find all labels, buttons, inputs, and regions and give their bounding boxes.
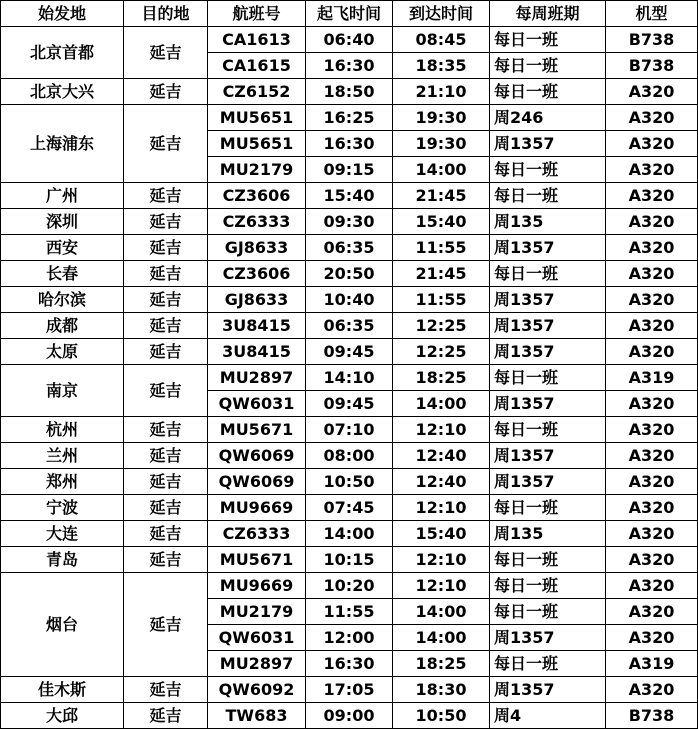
aircraft-type-cell: A320 — [606, 339, 698, 365]
destination-cell: 延吉 — [124, 521, 208, 547]
arrival-time-cell: 18:30 — [393, 677, 490, 703]
header-weekly-schedule: 每周班期 — [490, 1, 606, 27]
departure-time-cell: 06:40 — [306, 27, 393, 53]
header-departure-time: 起飞时间 — [306, 1, 393, 27]
arrival-time-cell: 19:30 — [393, 105, 490, 131]
aircraft-type-cell: A320 — [606, 469, 698, 495]
table-row — [1, 209, 698, 235]
arrival-time-cell: 12:10 — [393, 573, 490, 599]
table-row — [1, 573, 698, 599]
table-row — [1, 443, 698, 469]
weekly-schedule-cell: 周135 — [490, 209, 606, 235]
arrival-time-cell: 15:40 — [393, 209, 490, 235]
departure-time-cell: 11:55 — [306, 599, 393, 625]
table-row — [1, 469, 698, 495]
table-row — [1, 495, 698, 521]
flight-number-cell: CA1615 — [208, 53, 306, 79]
aircraft-type-cell: A319 — [606, 365, 698, 391]
weekly-schedule-cell: 周1357 — [490, 391, 606, 417]
table-row — [1, 235, 698, 261]
weekly-schedule-cell: 周1357 — [490, 443, 606, 469]
table-row — [1, 677, 698, 703]
arrival-time-cell: 14:00 — [393, 625, 490, 651]
flight-number-cell: MU5671 — [208, 417, 306, 443]
table-row — [1, 287, 698, 313]
departure-time-cell: 12:00 — [306, 625, 393, 651]
departure-time-cell: 09:45 — [306, 339, 393, 365]
header-row — [1, 1, 698, 27]
table-row — [1, 261, 698, 287]
destination-cell: 延吉 — [124, 365, 208, 417]
arrival-time-cell: 12:40 — [393, 469, 490, 495]
destination-cell: 延吉 — [124, 27, 208, 79]
weekly-schedule-cell: 每日一班 — [490, 365, 606, 391]
flight-number-cell: CA1613 — [208, 27, 306, 53]
flight-number-cell: MU2179 — [208, 599, 306, 625]
departure-time-cell: 16:30 — [306, 651, 393, 677]
departure-time-cell: 16:30 — [306, 131, 393, 157]
departure-time-cell: 10:40 — [306, 287, 393, 313]
header-arrival-time: 到达时间 — [393, 1, 490, 27]
aircraft-type-cell: A320 — [606, 677, 698, 703]
aircraft-type-cell: A320 — [606, 547, 698, 573]
destination-cell: 延吉 — [124, 495, 208, 521]
destination-cell: 延吉 — [124, 235, 208, 261]
departure-time-cell: 09:15 — [306, 157, 393, 183]
table-row — [1, 79, 698, 105]
origin-cell: 杭州 — [1, 417, 124, 443]
origin-cell: 哈尔滨 — [1, 287, 124, 313]
flight-number-cell: TW683 — [208, 703, 306, 729]
departure-time-cell: 10:50 — [306, 469, 393, 495]
aircraft-type-cell: A320 — [606, 599, 698, 625]
weekly-schedule-cell: 每日一班 — [490, 599, 606, 625]
aircraft-type-cell: A319 — [606, 651, 698, 677]
origin-cell: 广州 — [1, 183, 124, 209]
flight-number-cell: QW6069 — [208, 443, 306, 469]
weekly-schedule-cell: 周1357 — [490, 313, 606, 339]
weekly-schedule-cell: 周246 — [490, 105, 606, 131]
weekly-schedule-cell: 周1357 — [490, 287, 606, 313]
destination-cell: 延吉 — [124, 79, 208, 105]
flight-number-cell: MU9669 — [208, 573, 306, 599]
departure-time-cell: 10:20 — [306, 573, 393, 599]
arrival-time-cell: 08:45 — [393, 27, 490, 53]
weekly-schedule-cell: 每日一班 — [490, 547, 606, 573]
departure-time-cell: 09:00 — [306, 703, 393, 729]
departure-time-cell: 09:30 — [306, 209, 393, 235]
arrival-time-cell: 10:50 — [393, 703, 490, 729]
aircraft-type-cell: A320 — [606, 209, 698, 235]
arrival-time-cell: 11:55 — [393, 235, 490, 261]
arrival-time-cell: 12:25 — [393, 313, 490, 339]
weekly-schedule-cell: 每日一班 — [490, 417, 606, 443]
origin-cell: 大连 — [1, 521, 124, 547]
weekly-schedule-cell: 每日一班 — [490, 651, 606, 677]
table-row — [1, 105, 698, 131]
flight-number-cell: CZ3606 — [208, 183, 306, 209]
aircraft-type-cell: A320 — [606, 443, 698, 469]
arrival-time-cell: 19:30 — [393, 131, 490, 157]
weekly-schedule-cell: 每日一班 — [490, 573, 606, 599]
table-row — [1, 313, 698, 339]
flight-number-cell: MU2897 — [208, 651, 306, 677]
origin-cell: 青岛 — [1, 547, 124, 573]
flight-number-cell: CZ3606 — [208, 261, 306, 287]
origin-cell: 上海浦东 — [1, 105, 124, 183]
flight-number-cell: GJ8633 — [208, 235, 306, 261]
arrival-time-cell: 18:35 — [393, 53, 490, 79]
departure-time-cell: 08:00 — [306, 443, 393, 469]
arrival-time-cell: 15:40 — [393, 521, 490, 547]
destination-cell: 延吉 — [124, 703, 208, 729]
flight-number-cell: MU2897 — [208, 365, 306, 391]
departure-time-cell: 16:30 — [306, 53, 393, 79]
table-row — [1, 183, 698, 209]
destination-cell: 延吉 — [124, 209, 208, 235]
flight-number-cell: MU5651 — [208, 105, 306, 131]
origin-cell: 烟台 — [1, 573, 124, 677]
weekly-schedule-cell: 每日一班 — [490, 157, 606, 183]
arrival-time-cell: 18:25 — [393, 365, 490, 391]
origin-cell: 兰州 — [1, 443, 124, 469]
weekly-schedule-cell: 每日一班 — [490, 261, 606, 287]
destination-cell: 延吉 — [124, 417, 208, 443]
aircraft-type-cell: A320 — [606, 313, 698, 339]
arrival-time-cell: 12:10 — [393, 547, 490, 573]
aircraft-type-cell: A320 — [606, 79, 698, 105]
origin-cell: 西安 — [1, 235, 124, 261]
aircraft-type-cell: A320 — [606, 105, 698, 131]
origin-cell: 大邱 — [1, 703, 124, 729]
weekly-schedule-cell: 每日一班 — [490, 79, 606, 105]
origin-cell: 成都 — [1, 313, 124, 339]
arrival-time-cell: 21:45 — [393, 261, 490, 287]
departure-time-cell: 09:45 — [306, 391, 393, 417]
flight-number-cell: CZ6152 — [208, 79, 306, 105]
aircraft-type-cell: A320 — [606, 261, 698, 287]
aircraft-type-cell: A320 — [606, 157, 698, 183]
destination-cell: 延吉 — [124, 573, 208, 677]
departure-time-cell: 14:10 — [306, 365, 393, 391]
flight-number-cell: 3U8415 — [208, 339, 306, 365]
table-row — [1, 703, 698, 729]
weekly-schedule-cell: 周1357 — [490, 625, 606, 651]
weekly-schedule-cell: 每日一班 — [490, 183, 606, 209]
origin-cell: 南京 — [1, 365, 124, 417]
weekly-schedule-cell: 每日一班 — [490, 495, 606, 521]
arrival-time-cell: 12:40 — [393, 443, 490, 469]
weekly-schedule-cell: 周1357 — [490, 677, 606, 703]
origin-cell: 北京大兴 — [1, 79, 124, 105]
flight-number-cell: MU2179 — [208, 157, 306, 183]
table-row — [1, 547, 698, 573]
origin-cell: 佳木斯 — [1, 677, 124, 703]
header-aircraft-type: 机型 — [606, 1, 698, 27]
origin-cell: 郑州 — [1, 469, 124, 495]
arrival-time-cell: 21:10 — [393, 79, 490, 105]
arrival-time-cell: 12:10 — [393, 417, 490, 443]
table-row — [1, 521, 698, 547]
origin-cell: 太原 — [1, 339, 124, 365]
departure-time-cell: 15:40 — [306, 183, 393, 209]
arrival-time-cell: 21:45 — [393, 183, 490, 209]
flight-number-cell: CZ6333 — [208, 209, 306, 235]
departure-time-cell: 06:35 — [306, 235, 393, 261]
header-destination: 目的地 — [124, 1, 208, 27]
departure-time-cell: 20:50 — [306, 261, 393, 287]
departure-time-cell: 17:05 — [306, 677, 393, 703]
flight-number-cell: QW6031 — [208, 391, 306, 417]
aircraft-type-cell: B738 — [606, 703, 698, 729]
departure-time-cell: 16:25 — [306, 105, 393, 131]
origin-cell: 北京首都 — [1, 27, 124, 79]
departure-time-cell: 07:45 — [306, 495, 393, 521]
arrival-time-cell: 14:00 — [393, 599, 490, 625]
destination-cell: 延吉 — [124, 547, 208, 573]
departure-time-cell: 14:00 — [306, 521, 393, 547]
destination-cell: 延吉 — [124, 261, 208, 287]
destination-cell: 延吉 — [124, 183, 208, 209]
destination-cell: 延吉 — [124, 287, 208, 313]
flight-number-cell: QW6031 — [208, 625, 306, 651]
flight-number-cell: GJ8633 — [208, 287, 306, 313]
header-flight-number: 航班号 — [208, 1, 306, 27]
flight-number-cell: QW6092 — [208, 677, 306, 703]
table-row — [1, 365, 698, 391]
destination-cell: 延吉 — [124, 677, 208, 703]
weekly-schedule-cell: 每日一班 — [490, 53, 606, 79]
origin-cell: 长春 — [1, 261, 124, 287]
weekly-schedule-cell: 周1357 — [490, 469, 606, 495]
header-origin: 始发地 — [1, 1, 124, 27]
table-row — [1, 417, 698, 443]
origin-cell: 深圳 — [1, 209, 124, 235]
table-row — [1, 339, 698, 365]
flight-number-cell: MU5651 — [208, 131, 306, 157]
schedule-body — [1, 27, 698, 729]
weekly-schedule-cell: 周135 — [490, 521, 606, 547]
weekly-schedule-cell: 周4 — [490, 703, 606, 729]
departure-time-cell: 06:35 — [306, 313, 393, 339]
aircraft-type-cell: A320 — [606, 417, 698, 443]
flight-number-cell: MU5671 — [208, 547, 306, 573]
arrival-time-cell: 12:10 — [393, 495, 490, 521]
aircraft-type-cell: A320 — [606, 521, 698, 547]
aircraft-type-cell: A320 — [606, 625, 698, 651]
aircraft-type-cell: A320 — [606, 391, 698, 417]
departure-time-cell: 07:10 — [306, 417, 393, 443]
departure-time-cell: 10:15 — [306, 547, 393, 573]
destination-cell: 延吉 — [124, 469, 208, 495]
weekly-schedule-cell: 周1357 — [490, 235, 606, 261]
arrival-time-cell: 18:25 — [393, 651, 490, 677]
aircraft-type-cell: A320 — [606, 131, 698, 157]
weekly-schedule-cell: 周1357 — [490, 339, 606, 365]
departure-time-cell: 18:50 — [306, 79, 393, 105]
aircraft-type-cell: A320 — [606, 495, 698, 521]
arrival-time-cell: 12:25 — [393, 339, 490, 365]
aircraft-type-cell: A320 — [606, 287, 698, 313]
flight-number-cell: CZ6333 — [208, 521, 306, 547]
flight-number-cell: MU9669 — [208, 495, 306, 521]
arrival-time-cell: 11:55 — [393, 287, 490, 313]
destination-cell: 延吉 — [124, 313, 208, 339]
aircraft-type-cell: A320 — [606, 183, 698, 209]
aircraft-type-cell: A320 — [606, 573, 698, 599]
destination-cell: 延吉 — [124, 105, 208, 183]
aircraft-type-cell: B738 — [606, 27, 698, 53]
arrival-time-cell: 14:00 — [393, 391, 490, 417]
weekly-schedule-cell: 周1357 — [490, 131, 606, 157]
destination-cell: 延吉 — [124, 443, 208, 469]
flight-number-cell: 3U8415 — [208, 313, 306, 339]
origin-cell: 宁波 — [1, 495, 124, 521]
aircraft-type-cell: B738 — [606, 53, 698, 79]
arrival-time-cell: 14:00 — [393, 157, 490, 183]
table-row — [1, 27, 698, 53]
destination-cell: 延吉 — [124, 339, 208, 365]
flight-number-cell: QW6069 — [208, 469, 306, 495]
aircraft-type-cell: A320 — [606, 235, 698, 261]
weekly-schedule-cell: 每日一班 — [490, 27, 606, 53]
